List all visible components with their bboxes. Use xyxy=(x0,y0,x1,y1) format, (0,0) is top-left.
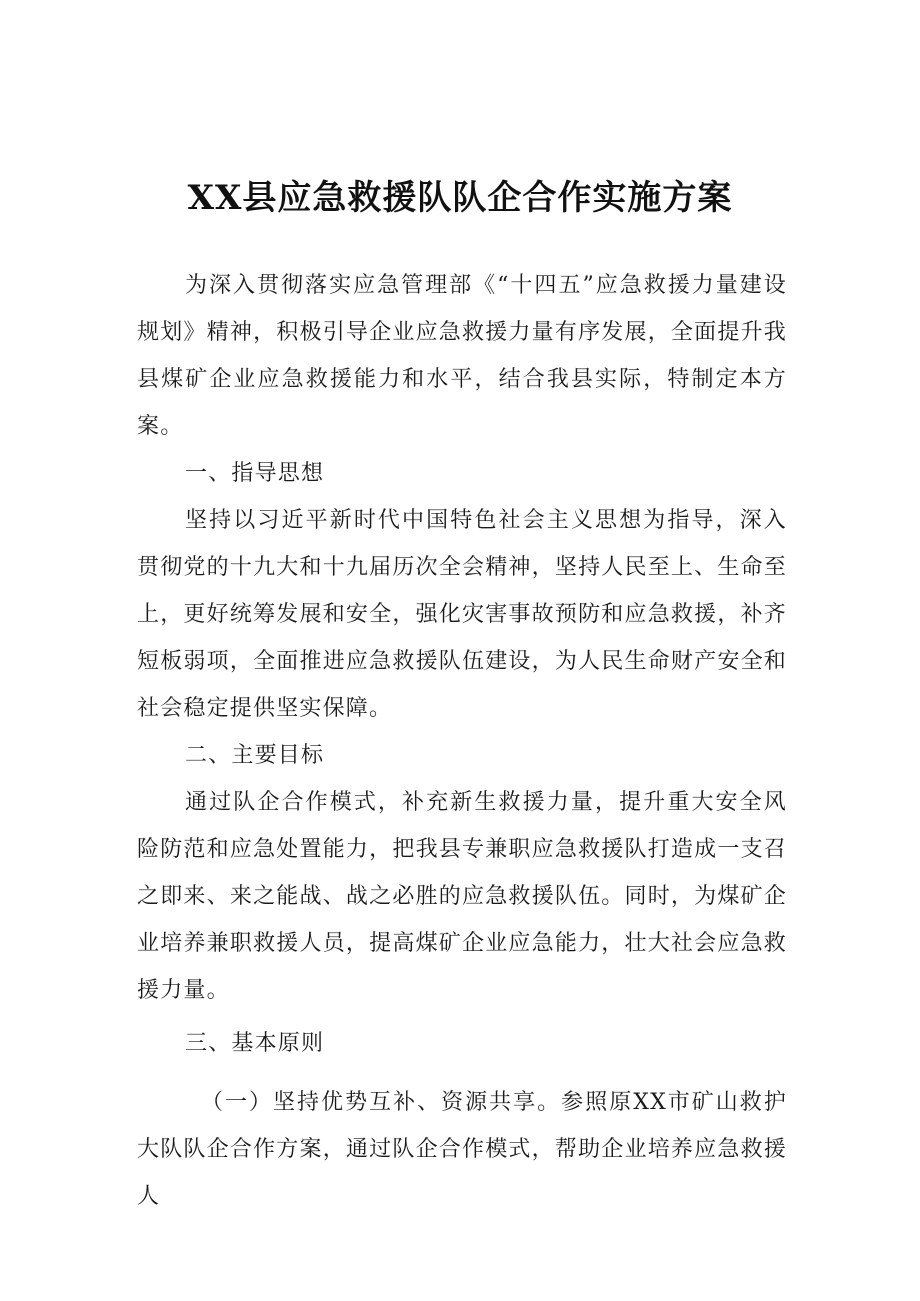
document-body xyxy=(137,262,787,1220)
section-paragraph-basic-principles: （一）坚持优势互补、资源共享。参照原XX市矿山救护大队队企合作方案，通过队企合作模式，帮助企业培养应急救援人 xyxy=(137,1090,787,1209)
section-heading-basic-principles: 三、基本原则 xyxy=(185,1031,325,1056)
spacer xyxy=(137,1067,787,1079)
section-heading-guiding-ideology: 一、指导思想 xyxy=(185,461,325,486)
section-paragraph-guiding-ideology: 坚持以习近平新时代中国特色社会主义思想为指导，深入贯彻党的十九大和十九届历次全会精神，坚持人民至上、生命至上，更好统筹发展和安全，强化灾害事故预防和应急救援，补齐短板弱项，全面推进应急救援队伍建设，为人民生命财产安全和社会稳定提供坚实保障。 xyxy=(137,508,787,721)
section-paragraph-main-goals: 通过队企合作模式，补充新生救援力量，提升重大安全风险防范和应急处置能力，把我县专兼职应急救援队打造成一支召之即来、来之能战、战之必胜的应急救援队伍。同时，为煤矿企业培养兼职救援人员，提高煤矿企业应急能力，壮大社会应急救援力量。 xyxy=(137,790,787,1003)
intro-paragraph: 为深入贯彻落实应急管理部《“十四五”应急救援力量建设规划》精神，积极引导企业应急救援力量有序发展，全面提升我县煤矿企业应急救援能力和水平，结合我县实际，特制定本方案。 xyxy=(137,273,787,439)
section-heading-main-goals: 二、主要目标 xyxy=(185,743,325,768)
document-title: XX县应急救援队队企合作实施方案 xyxy=(187,178,733,218)
